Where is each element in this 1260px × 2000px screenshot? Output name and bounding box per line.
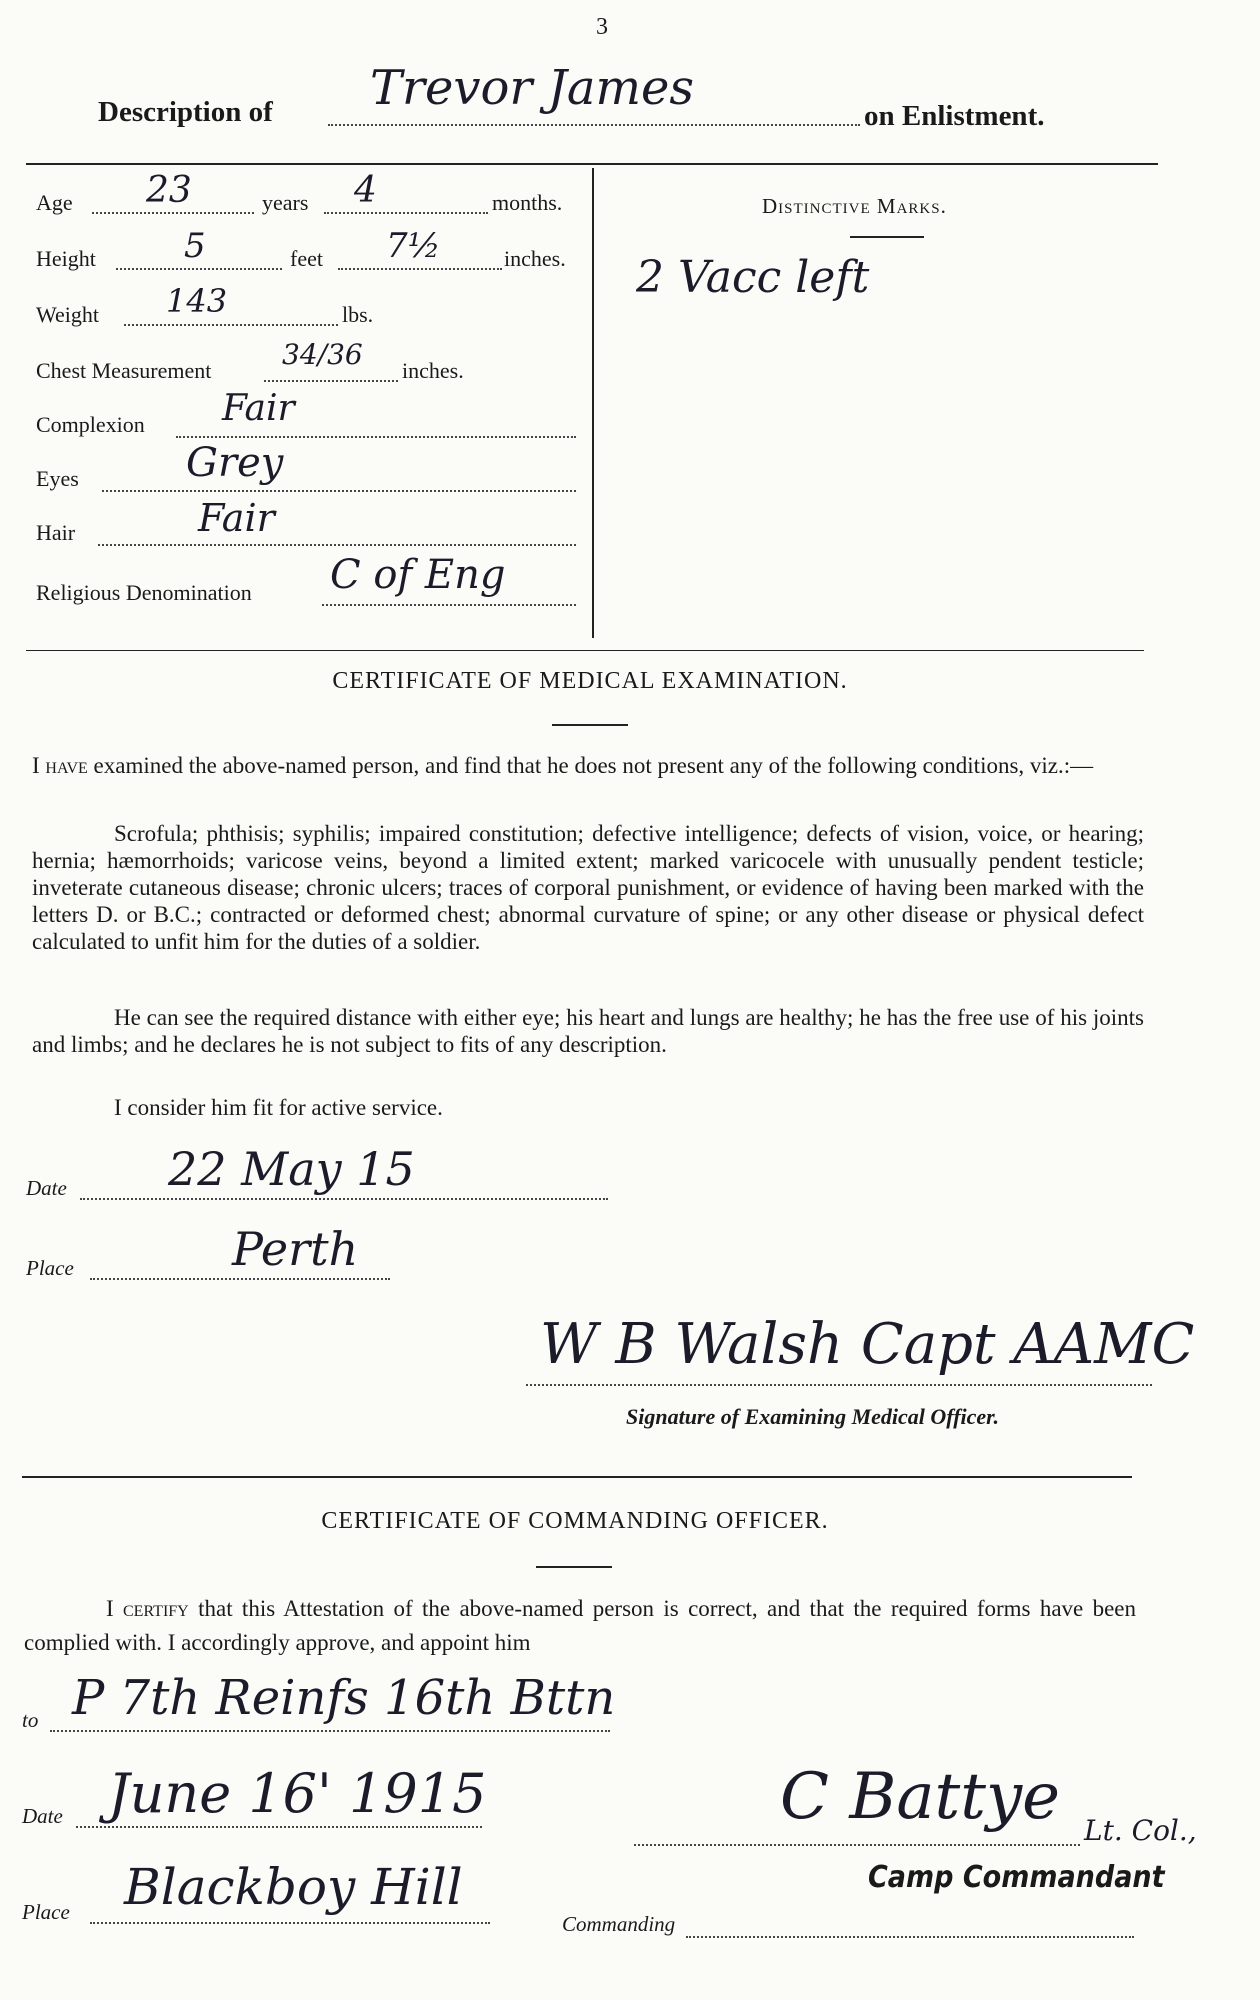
appoint-to-label: to — [22, 1708, 39, 1732]
section-rule-medical — [26, 650, 1144, 651]
commanding-label: Commanding — [562, 1912, 676, 1936]
chest-line — [264, 380, 398, 382]
complexion-label: Complexion — [36, 412, 145, 437]
medical-fitness: He can see the required distance with either eye; his heart and lungs are healthy; he has the free use of his joints and limbs; and he declares he is not subject to fits of any description. — [32, 1005, 1144, 1057]
eyes-value: Grey — [186, 440, 284, 486]
commanding-signature-value: C Battye — [780, 1760, 1060, 1834]
column-divider — [592, 168, 594, 638]
height-feet-line — [116, 268, 282, 270]
commanding-heading: CERTIFICATE OF COMMANDING OFFICER. — [321, 1508, 829, 1534]
commanding-date-label: Date — [22, 1804, 63, 1828]
commanding-place-line — [90, 1922, 490, 1924]
description-prefix: Description of — [98, 96, 273, 128]
distinctive-marks-heading: Distinctive Marks. — [762, 194, 947, 218]
commanding-signature-line — [634, 1844, 1080, 1846]
description-dotted-line — [328, 124, 860, 126]
complexion-value: Fair — [222, 388, 295, 429]
hair-line — [98, 544, 576, 546]
commanding-heading-rule — [536, 1566, 612, 1568]
commanding-place-value: Blackboy Hill — [124, 1858, 463, 1916]
medical-heading-rule — [552, 724, 628, 726]
age-months-value: 4 — [354, 170, 377, 211]
commanding-unit-line — [686, 1936, 1134, 1938]
section-rule-commanding — [22, 1476, 1132, 1478]
age-years-value: 23 — [146, 170, 192, 211]
commanding-date-line — [76, 1826, 482, 1828]
weight-value: 143 — [166, 282, 228, 320]
religion-line — [322, 604, 576, 606]
medical-consider: I consider him fit for active service. — [114, 1095, 443, 1120]
age-label: Age — [36, 190, 73, 215]
lbs-label: lbs. — [342, 302, 374, 327]
years-label: years — [262, 190, 309, 215]
chest-value: 34/36 — [282, 338, 363, 371]
height-feet-value: 5 — [184, 226, 206, 266]
page-number: 3 — [596, 14, 608, 40]
medical-place-line — [90, 1278, 390, 1280]
eyes-label: Eyes — [36, 466, 79, 491]
religion-value: C of Eng — [330, 552, 506, 598]
commanding-certify-text: that this Attestation of the above-named person is correct, and that the required forms have been complied with. I accordingly approve, and appoint him — [24, 1596, 1137, 1655]
height-label: Height — [36, 246, 96, 271]
feet-label: feet — [290, 246, 323, 271]
height-inches-line — [338, 268, 502, 270]
months-label: months. — [492, 190, 563, 215]
medical-signature-value: W B Walsh Capt AAMC — [540, 1312, 1195, 1377]
section-rule-top — [26, 163, 1158, 165]
commanding-rank: Lt. Col., — [1084, 1814, 1197, 1847]
medical-date-label: Date — [26, 1176, 67, 1200]
medical-signature-line — [526, 1384, 1152, 1386]
complexion-line — [176, 436, 576, 438]
height-inches-value: 7½ — [386, 226, 441, 266]
medical-intro-text: examined the above-named person, and find that he does not present any of the following conditions, viz.:— — [93, 753, 1094, 778]
hair-value: Fair — [198, 496, 275, 540]
appoint-to-line — [50, 1730, 610, 1732]
chest-label: Chest Measurement — [36, 358, 212, 383]
medical-conditions: Scrofula; phthisis; syphilis; impaired constitution; defective intelligence; defects of vision, voice, or hearing; hernia; hæmorrhoids; varicose veins, beyond a limited extent; marked varicocele with unusually pendent testicle; inveterate cutaneous disease; chronic ulcers; traces of corporal punishment, or evidence of having been marked with the letters D. or B.C.; contracted or deformed chest; abnormal curvature of spine; or any other disease or physical defect calculated to unfit him for the duties of a soldier. — [32, 821, 1144, 954]
chest-inches-label: inches. — [402, 358, 464, 383]
medical-signature-label: Signature of Examining Medical Officer. — [626, 1404, 1000, 1429]
distinctive-marks-rule — [850, 236, 924, 238]
hair-label: Hair — [36, 520, 76, 545]
age-months-line — [324, 212, 488, 214]
camp-commandant-stamp: Camp Commandant — [868, 1860, 1165, 1895]
commanding-date-value: June 16' 1915 — [108, 1762, 487, 1825]
recruit-name: Trevor James — [370, 60, 694, 116]
description-suffix: on Enlistment. — [864, 100, 1045, 132]
weight-line — [124, 324, 338, 326]
inches-label: inches. — [504, 246, 566, 271]
commanding-place-label: Place — [22, 1900, 70, 1924]
appoint-to-value: P 7th Reinfs 16th Bttn — [72, 1670, 616, 1726]
commanding-certify — [24, 1592, 1136, 1660]
medical-date-value: 22 May 15 — [168, 1142, 415, 1196]
commanding-certify-lead: I certify — [106, 1596, 189, 1621]
weight-label: Weight — [36, 302, 99, 327]
medical-place-value: Perth — [232, 1222, 359, 1276]
medical-date-line — [80, 1198, 608, 1200]
medical-place-label: Place — [26, 1256, 74, 1280]
distinctive-marks-value: 2 Vacc left — [636, 252, 870, 303]
religion-label: Religious Denomination — [36, 580, 252, 605]
medical-heading: CERTIFICATE OF MEDICAL EXAMINATION. — [332, 668, 848, 694]
age-years-line — [92, 212, 254, 214]
medical-intro — [32, 752, 1144, 779]
eyes-line — [102, 490, 576, 492]
medical-intro-lead: I have — [32, 753, 88, 778]
